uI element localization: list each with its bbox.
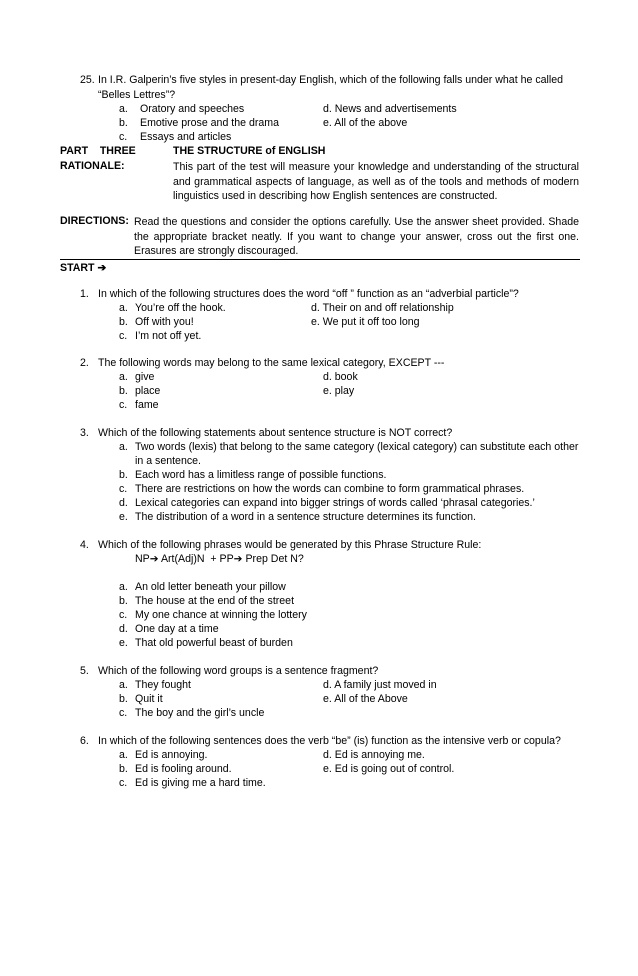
arrow-right-icon: ➔	[97, 262, 107, 274]
option-letter: b.	[119, 316, 128, 328]
question-stem: In which of the following sentences does the verb “be” (is) function as the intensive verb or copula?	[98, 735, 561, 747]
start-text: START	[60, 262, 95, 274]
option-text: The boy and the girl’s uncle	[135, 707, 265, 719]
option-text: fame	[135, 399, 159, 411]
option-text: An old letter beneath your pillow	[135, 581, 286, 593]
option-letter: a.	[119, 103, 128, 115]
option-text: The distribution of a word in a sentence structure determines its function.	[135, 511, 476, 523]
option-text: Each word has a limitless range of possible functions.	[135, 469, 387, 481]
question-number: 5.	[80, 665, 89, 677]
option-letter: c.	[119, 707, 128, 719]
option-letter: d.	[119, 623, 128, 635]
option-text: They fought	[135, 679, 191, 691]
option-text: d. Their on and off relationship	[311, 302, 454, 314]
option-letter: c.	[119, 483, 128, 495]
option-text: e. All of the above	[323, 117, 408, 129]
option-letter: d.	[119, 497, 128, 509]
option-text: Off with you!	[135, 316, 194, 328]
question-number: 4.	[80, 539, 89, 551]
question-stem: Which of the following phrases would be generated by this Phrase Structure Rule:	[98, 539, 482, 551]
option-text: d. Ed is annoying me.	[323, 749, 425, 761]
rationale-text: This part of the test will measure your knowledge and understanding of the structural and grammatical aspects of language, as well as of the tools and methods of modern linguistics used in describing how English sentences are constructed.	[173, 161, 579, 202]
option-letter: b.	[119, 595, 128, 607]
option-text: d. News and advertisements	[323, 103, 457, 115]
option-text: I’m not off yet.	[135, 330, 202, 342]
option-text: Lexical categories can expand into bigger strings of words called ‘phrasal categories.’	[135, 497, 535, 509]
option-letter: c.	[119, 399, 128, 411]
option-text: e. Ed is going out of control.	[323, 763, 455, 775]
option-text: give	[135, 371, 155, 383]
section-divider	[60, 259, 580, 260]
option-letter: c.	[119, 330, 128, 342]
option-letter: b.	[119, 469, 128, 481]
start-label	[60, 262, 106, 275]
option-letter: c.	[119, 777, 128, 789]
option-letter: b.	[119, 117, 128, 129]
option-letter: a.	[119, 749, 128, 761]
option-text: There are restrictions on how the words can combine to form grammatical phrases.	[135, 483, 525, 495]
rationale-label: RATIONALE:	[60, 160, 125, 172]
option-text: My one chance at winning the lottery	[135, 609, 307, 621]
option-text: That old powerful beast of burden	[135, 637, 293, 649]
option-letter: a.	[119, 371, 128, 383]
question-stem: In I.R. Galperin’s five styles in present-day English, which of the following falls under what he called	[98, 74, 563, 86]
option-text: d. A family just moved in	[323, 679, 437, 691]
option-letter: a.	[119, 441, 128, 453]
question-stem: Which of the following statements about sentence structure is NOT correct?	[98, 427, 453, 439]
option-text: Two words (lexis) that belong to the same category (lexical category) can substitute each other	[135, 441, 579, 453]
option-text: Ed is annoying.	[135, 749, 208, 761]
option-letter: e.	[119, 637, 128, 649]
directions-label: DIRECTIONS:	[60, 215, 129, 227]
option-text: Oratory and speeches	[140, 103, 245, 115]
option-text: One day at a time	[135, 623, 219, 635]
option-text: Emotive prose and the drama	[140, 117, 279, 129]
question-stem: The following words may belong to the same lexical category, EXCEPT ---	[98, 357, 445, 369]
question-number: 6.	[80, 735, 89, 747]
option-letter: c.	[119, 609, 128, 621]
question-number: 3.	[80, 427, 89, 439]
option-letter: b.	[119, 763, 128, 775]
option-text: Quit it	[135, 693, 163, 705]
option-text: You’re off the hook.	[135, 302, 226, 314]
question-stem-continued: “Belles Lettres”?	[98, 89, 176, 101]
option-text: d. book	[323, 371, 358, 383]
option-text: place	[135, 385, 161, 397]
phrase-structure-rule: NP➔ Art(Adj)N + PP➔ Prep Det N?	[135, 553, 304, 565]
option-text: e. play	[323, 385, 355, 397]
part-title: THE STRUCTURE of ENGLISH	[173, 145, 326, 157]
question-stem: In which of the following structures does the word “off ” function as an “adverbial particle”?	[98, 288, 519, 300]
option-letter: b.	[119, 385, 128, 397]
option-letter: c.	[119, 131, 128, 143]
option-letter: a.	[119, 679, 128, 691]
question-number: 1.	[80, 288, 89, 300]
option-text: Ed is fooling around.	[135, 763, 232, 775]
question-number: 25.	[80, 74, 95, 86]
directions-text: Read the questions and consider the options carefully. Use the answer sheet provided. Shade the appropriate bracket neatly. If you want to change your answer, cross out the first one. Erasures are strongly discouraged.	[134, 216, 579, 257]
option-text-continued: in a sentence.	[135, 455, 201, 467]
question-stem: Which of the following word groups is a sentence fragment?	[98, 665, 379, 677]
option-text: e. We put it off too long	[311, 316, 420, 328]
option-text: Essays and articles	[140, 131, 232, 143]
option-text: The house at the end of the street	[135, 595, 295, 607]
part-label: PART THREE	[60, 145, 136, 157]
option-text: e. All of the Above	[323, 693, 408, 705]
option-text: Ed is giving me a hard time.	[135, 777, 266, 789]
option-letter: a.	[119, 302, 128, 314]
option-letter: e.	[119, 511, 128, 523]
question-number: 2.	[80, 357, 89, 369]
option-letter: a.	[119, 581, 128, 593]
option-letter: b.	[119, 693, 128, 705]
